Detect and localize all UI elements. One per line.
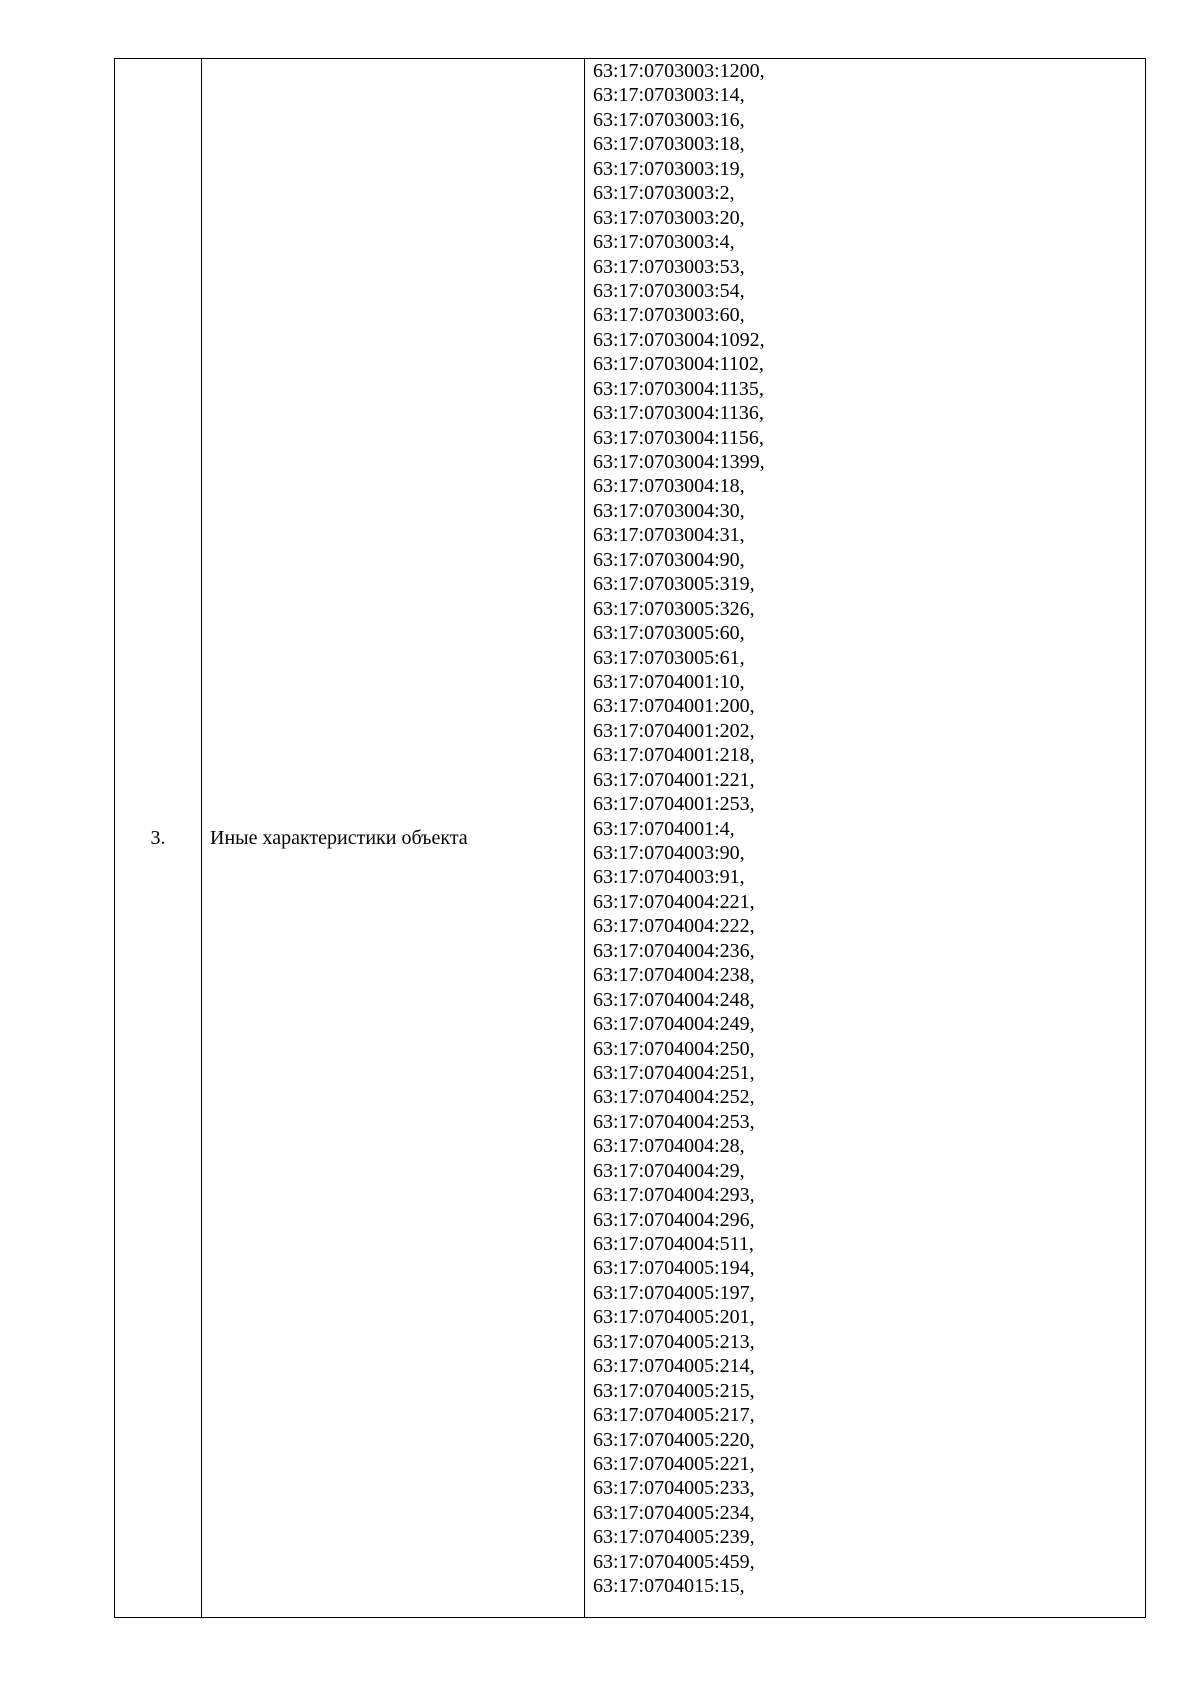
table-row <box>115 59 1146 1618</box>
cadastral-number-item: 63:17:0703004:30, <box>593 499 745 522</box>
cadastral-number-item: 63:17:0704004:28, <box>593 1135 745 1158</box>
cadastral-number-item: 63:17:0703004:1092, <box>593 328 765 351</box>
cadastral-number-item: 63:17:0703004:18, <box>593 475 745 498</box>
cadastral-number-item: 63:17:0703004:1136, <box>593 402 764 425</box>
cadastral-number-item: 63:17:0704004:238, <box>593 964 755 987</box>
cadastral-number-item: 63:17:0704001:221, <box>593 768 755 791</box>
cadastral-number-item: 63:17:0703005:60, <box>593 622 745 645</box>
cadastral-number-item: 63:17:0703003:54, <box>593 279 745 302</box>
cadastral-number-item: 63:17:0704005:459, <box>593 1550 755 1573</box>
cadastral-number-item: 63:17:0703004:1399, <box>593 451 765 473</box>
cadastral-number-item: 63:17:0703005:326, <box>593 597 755 620</box>
cadastral-number-item: 63:17:0704005:217, <box>593 1404 755 1427</box>
cadastral-number-item: 63:17:0704004:249, <box>593 1013 755 1036</box>
cadastral-number-item: 63:17:0704001:4, <box>593 817 735 840</box>
characteristics-table <box>114 58 1146 1618</box>
cadastral-number-item: 63:17:0704001:218, <box>593 744 755 767</box>
cadastral-number-list <box>593 59 1145 1599</box>
cadastral-number-item: 63:17:0704001:253, <box>593 793 755 816</box>
cadastral-number-item: 63:17:0704004:511, <box>593 1233 754 1255</box>
cadastral-number-item: 63:17:0704004:251, <box>593 1061 755 1084</box>
cadastral-number-item: 63:17:0703003:19, <box>593 157 745 180</box>
cadastral-number-item: 63:17:0703005:319, <box>593 573 755 596</box>
cadastral-number-item: 63:17:0704001:10, <box>593 670 745 693</box>
cadastral-number-item: 63:17:0704005:194, <box>593 1257 755 1280</box>
cadastral-number-item: 63:17:0703003:18, <box>593 133 745 156</box>
cadastral-number-item: 63:17:0703003:1200, <box>593 60 765 82</box>
cadastral-number-item: 63:17:0703004:1102, <box>593 353 764 376</box>
cadastral-number-item: 63:17:0704005:197, <box>593 1281 755 1304</box>
cadastral-number-item: 63:17:0704004:250, <box>593 1037 755 1060</box>
cadastral-number-item: 63:17:0704001:202, <box>593 719 755 742</box>
cadastral-number-item: 63:17:0704015:15, <box>593 1575 745 1598</box>
cadastral-number-item: 63:17:0704003:91, <box>593 866 745 889</box>
cadastral-number-item: 63:17:0704005:201, <box>593 1306 755 1329</box>
row-name-cell <box>202 59 585 1618</box>
cadastral-number-item: 63:17:0704005:239, <box>593 1526 755 1549</box>
cadastral-number-item: 63:17:0704005:213, <box>593 1330 755 1353</box>
cadastral-number-item: 63:17:0703004:1135, <box>593 377 764 400</box>
row-values-cell <box>585 59 1146 1618</box>
cadastral-number-item: 63:17:0704005:215, <box>593 1379 755 1402</box>
cadastral-number-item: 63:17:0704004:252, <box>593 1086 755 1109</box>
cadastral-number-item: 63:17:0704004:236, <box>593 939 755 962</box>
cadastral-number-item: 63:17:0704004:222, <box>593 915 755 938</box>
cadastral-number-item: 63:17:0703003:14, <box>593 84 745 107</box>
cadastral-number-item: 63:17:0703003:16, <box>593 108 745 131</box>
cadastral-number-item: 63:17:0704004:29, <box>593 1159 745 1182</box>
cadastral-number-item: 63:17:0704004:296, <box>593 1208 755 1231</box>
cadastral-number-item: 63:17:0704004:248, <box>593 988 755 1011</box>
cadastral-number-item: 63:17:0703005:61, <box>593 646 745 669</box>
row-number: 3. <box>150 826 166 849</box>
cadastral-number-item: 63:17:0704001:200, <box>593 695 755 718</box>
cadastral-number-item: 63:17:0703004:1156, <box>593 426 764 449</box>
cadastral-number-item: 63:17:0703004:90, <box>593 548 745 571</box>
cadastral-number-item: 63:17:0703004:31, <box>593 524 745 547</box>
cadastral-number-item: 63:17:0704005:233, <box>593 1477 755 1500</box>
cadastral-number-item: 63:17:0704005:221, <box>593 1452 755 1475</box>
cadastral-number-item: 63:17:0704003:90, <box>593 842 745 864</box>
cadastral-number-item: 63:17:0703003:20, <box>593 206 745 229</box>
cadastral-number-item: 63:17:0703003:60, <box>593 304 745 327</box>
cadastral-number-item: 63:17:0704004:293, <box>593 1184 755 1207</box>
cadastral-number-item: 63:17:0703003:53, <box>593 255 745 278</box>
cadastral-number-item: 63:17:0703003:4, <box>593 231 735 254</box>
cadastral-number-item: 63:17:0704005:220, <box>593 1428 755 1451</box>
cadastral-number-item: 63:17:0704005:234, <box>593 1501 755 1524</box>
cadastral-number-item: 63:17:0704005:214, <box>593 1355 755 1378</box>
cadastral-number-item: 63:17:0704004:253, <box>593 1110 755 1133</box>
cadastral-number-item: 63:17:0703003:2, <box>593 182 735 205</box>
row-name: Иные характеристики объекта <box>210 826 468 849</box>
cadastral-number-item: 63:17:0704004:221, <box>593 890 755 913</box>
row-number-cell <box>115 59 202 1618</box>
